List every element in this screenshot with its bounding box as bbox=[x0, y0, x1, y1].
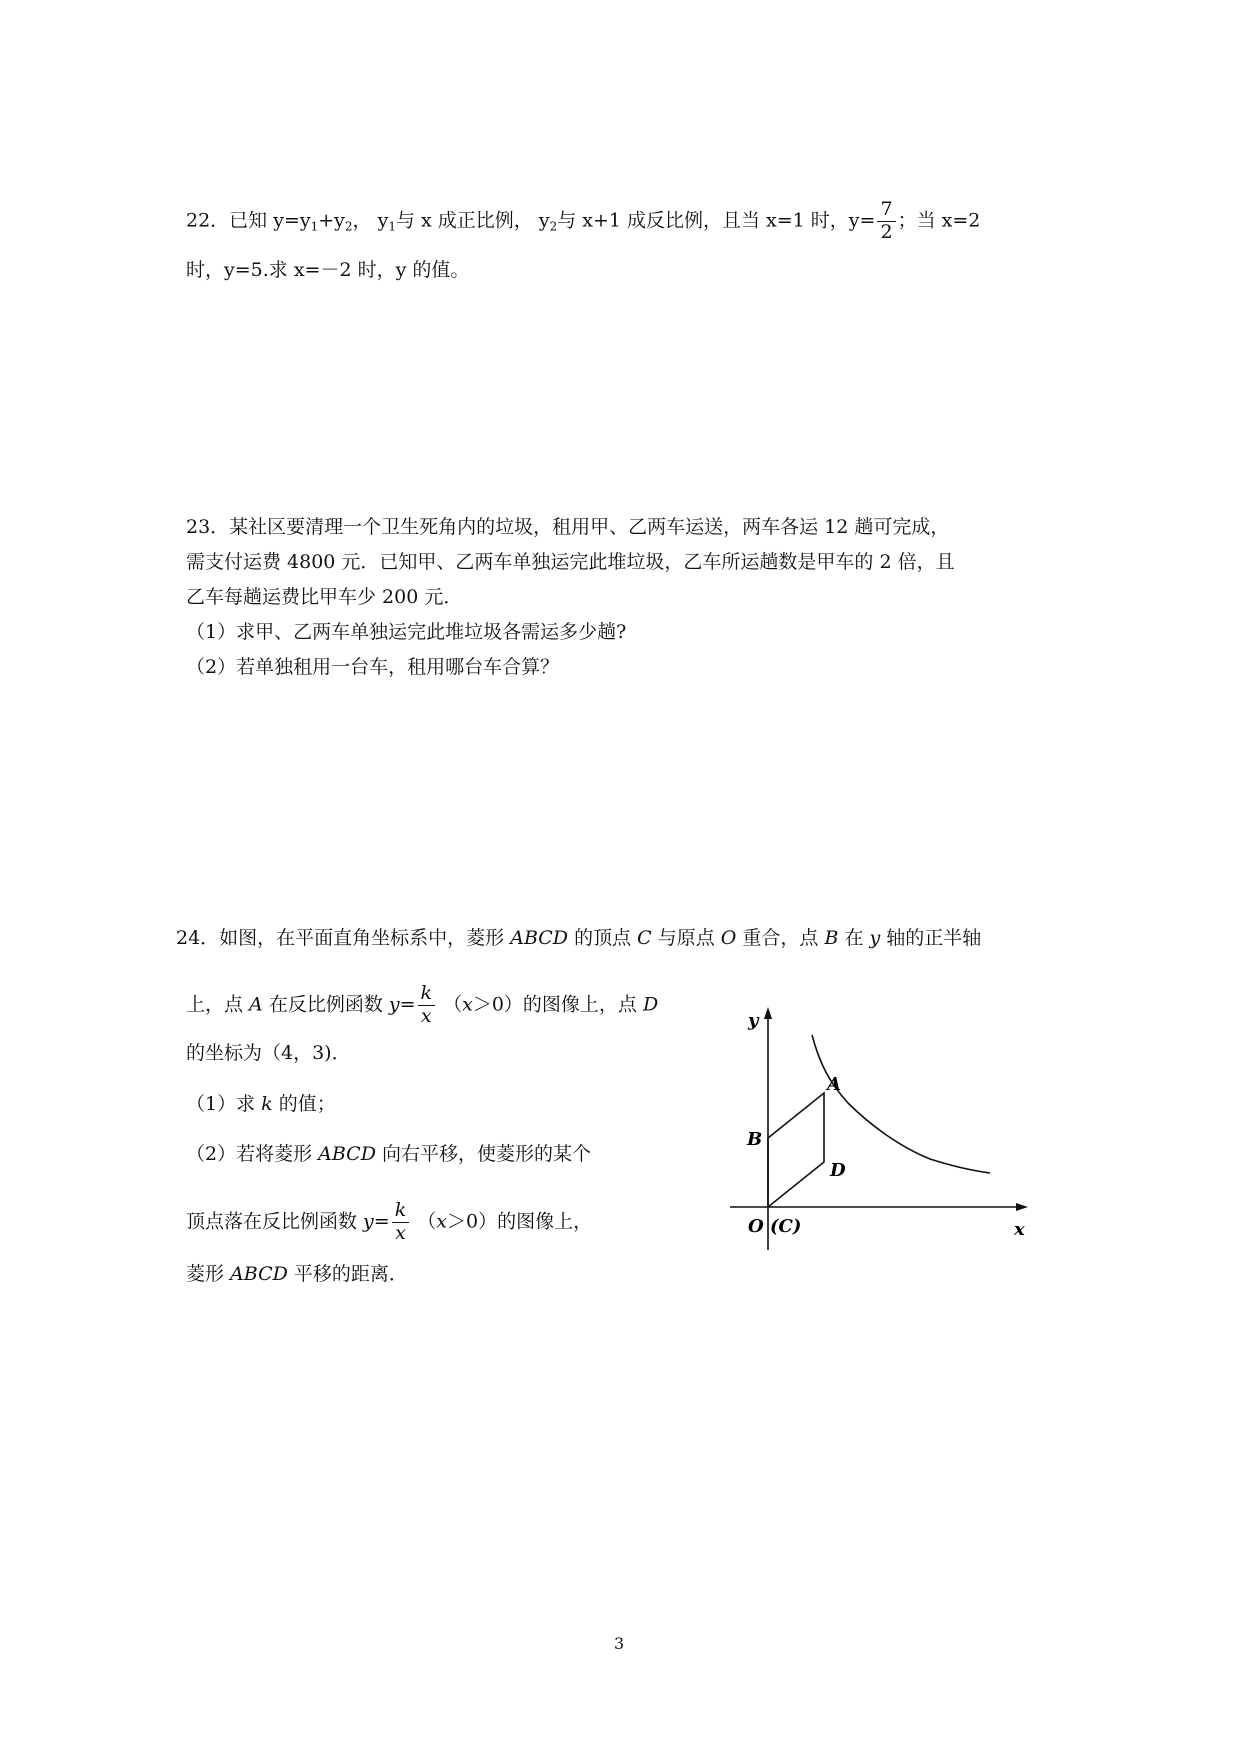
q24-text: 上，点 bbox=[186, 993, 250, 1016]
q24-line-6 bbox=[186, 1200, 592, 1245]
denominator: 2 bbox=[880, 220, 893, 243]
numerator: 7 bbox=[877, 199, 895, 222]
q24-text: ＞0）的图像上， bbox=[447, 1210, 593, 1233]
q24-text: （2）若将菱形 bbox=[186, 1143, 319, 1165]
subscript-1: 1 bbox=[388, 219, 396, 234]
equals-sign: = bbox=[373, 1210, 390, 1233]
q24-text: （1）求 bbox=[186, 1093, 262, 1115]
a-label: A bbox=[249, 993, 263, 1016]
q24-text: 向右平移，使菱形的某个 bbox=[375, 1143, 591, 1165]
fig-label-a: A bbox=[827, 1074, 841, 1095]
y-symbol: y bbox=[299, 209, 311, 232]
q24-line-4 bbox=[186, 1090, 336, 1118]
q24-line-5 bbox=[186, 1140, 591, 1168]
q24-text: 重合，点 bbox=[736, 927, 825, 949]
q23-line-3: 乙车每趟运费比甲车少 200 元． bbox=[186, 586, 463, 608]
plus-sign: + bbox=[318, 209, 335, 232]
abcd-label: ABCD bbox=[318, 1143, 376, 1165]
o-label: O bbox=[720, 927, 737, 949]
q24-text: 轴的正半轴 bbox=[880, 927, 982, 949]
subscript-1: 1 bbox=[310, 219, 319, 234]
numerator: k bbox=[392, 1200, 410, 1223]
page-number: 3 bbox=[614, 1634, 625, 1653]
y-symbol: y bbox=[538, 209, 550, 232]
q23-line-2: 需支付运费 4800 元．已知甲、乙两车单独运完此堆垃圾，乙车所运趟数是甲车的 2 倍，且 bbox=[186, 551, 955, 573]
numerator: k bbox=[418, 983, 436, 1006]
subscript-2: 2 bbox=[344, 219, 353, 234]
q24-line-3: 的坐标为（4，3)． bbox=[186, 1042, 351, 1064]
q24-text: 24．如图，在平面直角坐标系中，菱形 bbox=[176, 927, 511, 949]
fig-label-d: D bbox=[830, 1160, 846, 1181]
x-label: x bbox=[436, 1210, 447, 1233]
q24-text: 与原点 bbox=[651, 927, 721, 949]
q22-line-2: 时，y=5.求 x=－2 时，y 的值。 bbox=[186, 259, 470, 281]
q23-line-5: （2）若单独租用一台车，租用哪台车合算？ bbox=[186, 656, 560, 678]
y-label: y bbox=[363, 1210, 374, 1233]
x-axis-arrow-icon bbox=[1016, 1203, 1028, 1211]
fig-label-c: (C) bbox=[770, 1216, 802, 1237]
q22-line-1 bbox=[186, 199, 980, 244]
q24-text: （ bbox=[443, 993, 463, 1016]
q24-text: 的顶点 bbox=[568, 927, 638, 949]
abcd-label: ABCD bbox=[510, 927, 569, 949]
q23-line-4: （1）求甲、乙两车单独运完此堆垃圾各需运多少趟? bbox=[186, 621, 627, 643]
q24-text: （ bbox=[417, 1210, 437, 1233]
subscript-2: 2 bbox=[549, 219, 558, 234]
fig-label-o: O bbox=[748, 1216, 764, 1237]
q24-line-7 bbox=[186, 1260, 408, 1288]
q24-text: 平移的距离． bbox=[287, 1263, 408, 1285]
rhombus-abcd bbox=[768, 1093, 824, 1207]
q24-text: 顶点落在反比例函数 bbox=[186, 1210, 364, 1233]
equals-sign: = bbox=[399, 993, 416, 1016]
y-symbol: y bbox=[377, 209, 389, 232]
y-axis-arrow-icon bbox=[764, 1007, 772, 1019]
fig-label-x: x bbox=[1014, 1219, 1025, 1240]
x-label: x bbox=[462, 993, 473, 1016]
fraction-seven-halves bbox=[877, 199, 895, 244]
denominator: x bbox=[395, 1221, 406, 1244]
q24-line-2 bbox=[186, 983, 658, 1028]
y-label: y bbox=[869, 927, 881, 949]
q24-text: 在 bbox=[838, 927, 870, 949]
q24-text: 菱形 bbox=[186, 1263, 231, 1285]
b-label: B bbox=[824, 927, 839, 949]
c-label: C bbox=[637, 927, 652, 949]
fraction-k-over-x bbox=[418, 983, 436, 1028]
comma: ， bbox=[352, 209, 372, 232]
hyperbola-curve bbox=[812, 1035, 990, 1173]
q22-text: ；当 x=2 bbox=[897, 209, 981, 232]
fig-label-b: B bbox=[747, 1129, 763, 1150]
rhombus-hyperbola-figure bbox=[720, 1005, 1040, 1255]
k-label: k bbox=[261, 1093, 273, 1115]
q24-text: 在反比例函数 bbox=[262, 993, 389, 1016]
q22-text: 与 x 成正比例， bbox=[395, 209, 533, 232]
y-label: y bbox=[388, 993, 400, 1016]
abcd-label: ABCD bbox=[230, 1263, 288, 1285]
fraction-k-over-x bbox=[392, 1200, 410, 1245]
q22-text: 22．已知 y= bbox=[186, 209, 300, 232]
q22-text: 与 x+1 成反比例，且当 x=1 时，y= bbox=[557, 209, 876, 232]
d-label: D bbox=[642, 993, 659, 1016]
y-symbol: y bbox=[334, 209, 345, 232]
q23-line-1: 23．某社区要清理一个卫生死角内的垃圾，租用甲、乙两车运送，两车各运 12 趟可完成， bbox=[186, 516, 950, 538]
denominator: x bbox=[420, 1004, 432, 1027]
q24-text: ＞0）的图像上，点 bbox=[472, 993, 643, 1016]
q24-text: 的值； bbox=[272, 1093, 336, 1115]
fig-label-y: y bbox=[748, 1010, 759, 1031]
q24-line-1 bbox=[176, 924, 981, 952]
